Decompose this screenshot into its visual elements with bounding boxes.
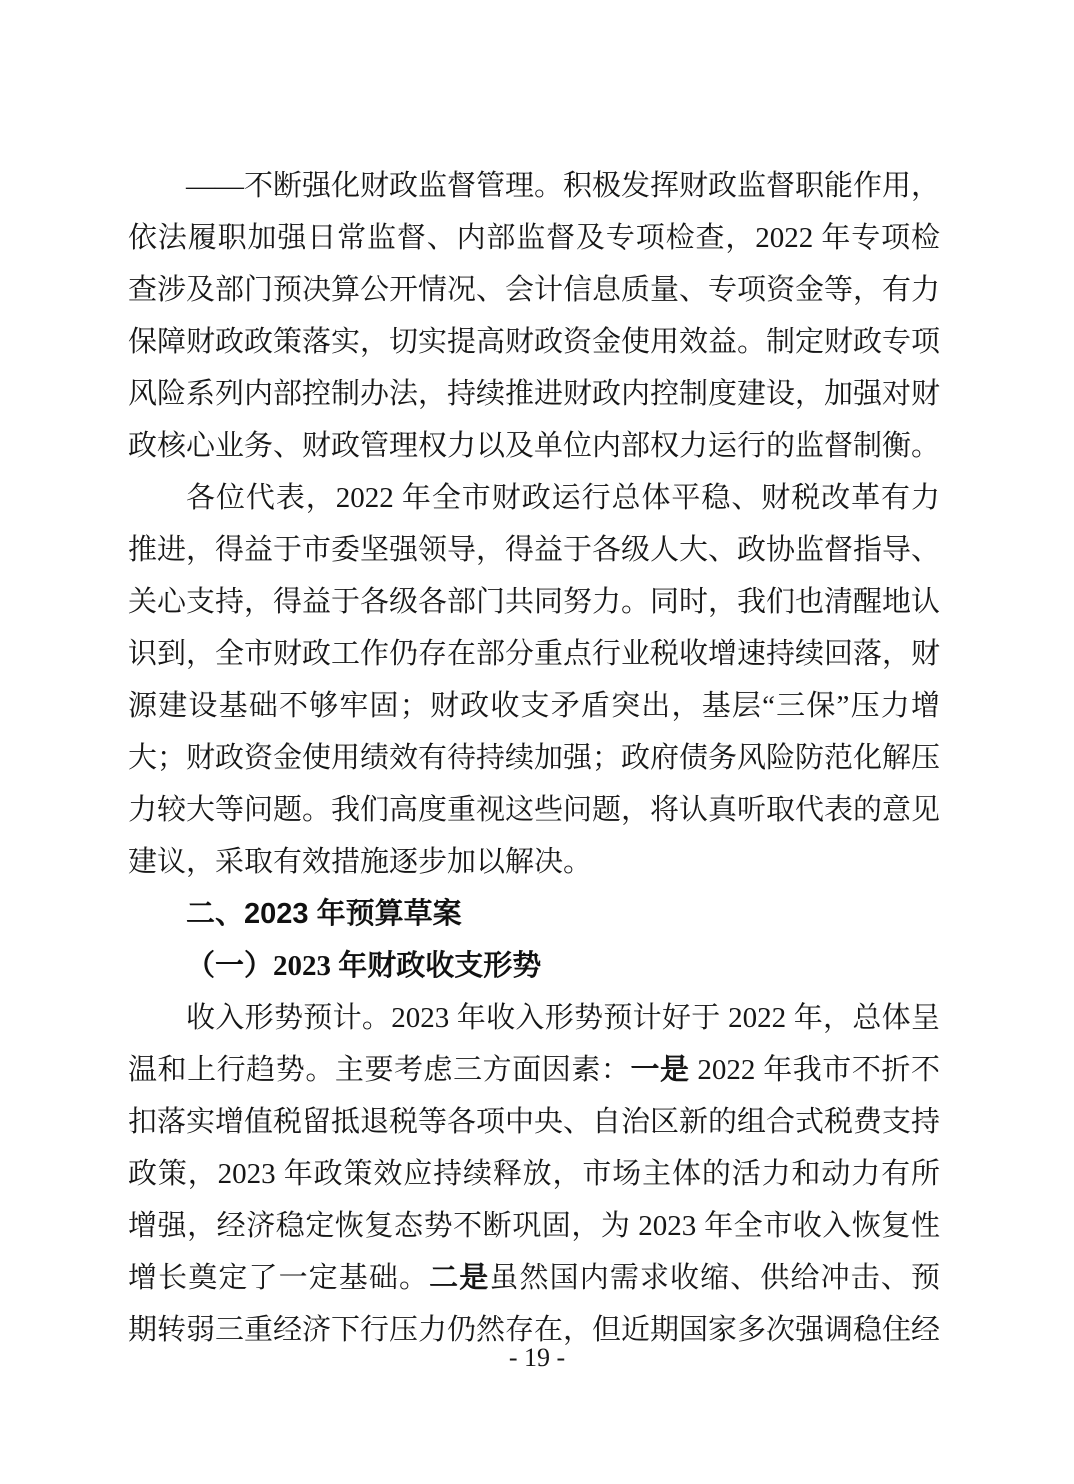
paragraph-financial-supervision: ——不断强化财政监督管理。积极发挥财政监督职能作用，依法履职加强日常监督、内部监督及专项检查，2022 年专项检查涉及部门预决算公开情况、会计信息质量、专项资金等，有力保障财政政策落实，切实提高财政资金使用效益。制定财政专项风险系列内部控制办法，持续推进财政内控制度建设，加强对财政核心业务、财政管理权力以及单位内部权力运行的监督制衡。 — [128, 170, 941, 462]
bold-run-first-factor: 一是 — [630, 1054, 690, 1086]
paragraph-summary-remarks: 各位代表，2022 年全市财政运行总体平稳、财税改革有力推进，得益于市委坚强领导，得益于各级人大、政协监督指导、关心支持，得益于各级各部门共同努力。同时，我们也清醒地认识到，全市财政工作仍存在部分重点行业税收增速持续回落，财源建设基础不够牢固；财政收支矛盾突出，基层“三保”压力增大；财政资金使用绩效有待持续加强；政府债务风险防范化解压力较大等问题。我们高度重视这些问题，将认真听取代表的意见建议，采取有效措施逐步加以解决。 — [128, 482, 941, 878]
bold-run-second-factor: 二是 — [429, 1262, 490, 1294]
text-run: 2022 年我市不折不扣落实增值税留抵退税等各项中央、自治区新的组合式税费支持政策，2023 年政策效应持续释放，市场主体的活力和动力有所增强，经济稳定恢复态势不断巩固，为 2023 年全市收入恢复性增长奠定了一定基础。 — [128, 1054, 941, 1294]
section-heading-2023-budget-draft: 二、2023 年预算草案 — [186, 898, 462, 930]
subsection-heading-fiscal-revenue-expenditure-situation: （一）2023 年财政收支形势 — [186, 950, 542, 982]
text-run: 虽然国内需求收缩、供给冲击、预期转弱三重经济下行压力仍然存在，但近期国家多次强调稳住经 — [128, 1262, 941, 1346]
text-run: 收入形势预计。2023 年收入形势预计好于 2022 年，总体呈温和上行趋势。主要考虑三方面因素： — [128, 1002, 940, 1086]
paragraph-revenue-outlook — [128, 992, 940, 1356]
page-number: - 19 - — [508, 1343, 566, 1372]
document-body — [128, 160, 940, 1356]
